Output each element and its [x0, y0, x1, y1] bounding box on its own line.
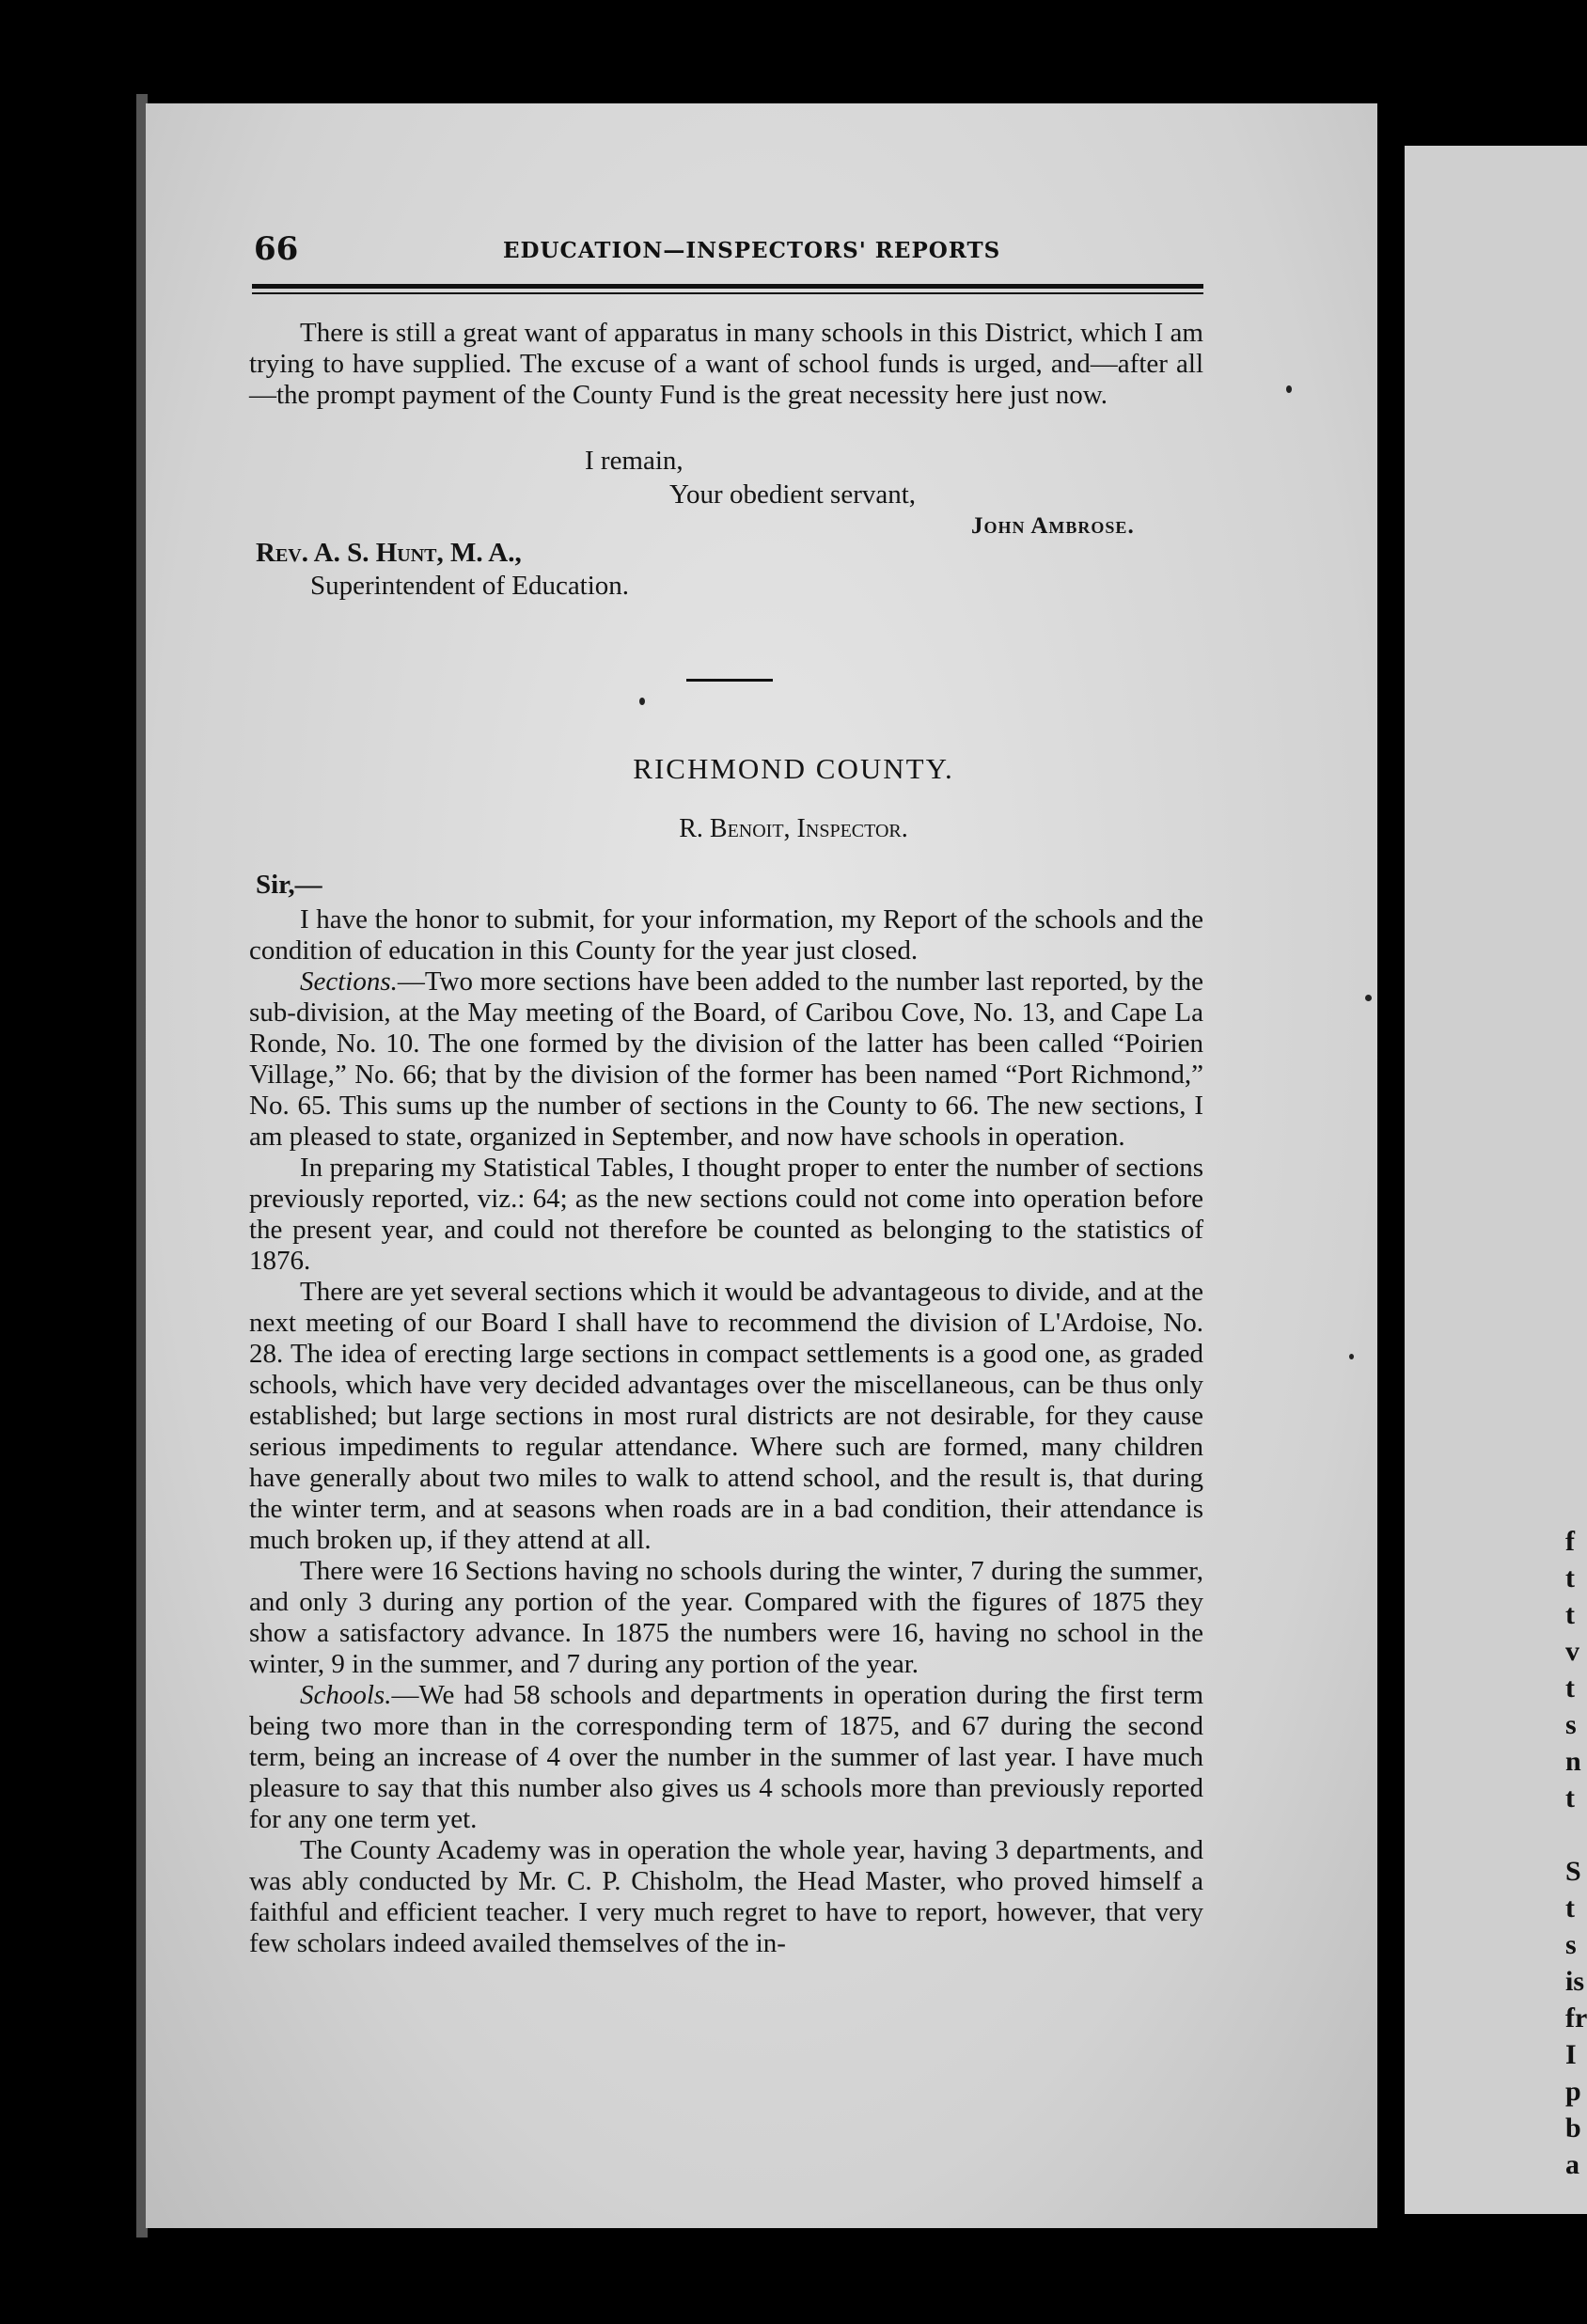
- report-paragraph: [249, 904, 1203, 966]
- adjacent-page-strip: [1391, 146, 1587, 2214]
- fragment-letter: n: [1565, 1746, 1581, 1777]
- fragment-letter: S: [1565, 1856, 1581, 1887]
- header-rule: [252, 284, 1203, 289]
- report-paragraph: [249, 966, 1203, 1153]
- paragraph-text: There were 16 Sections having no schools during the winter, 7 during the summer, and only 3 during any portion of the year. Compared with the figures of 1875 they show a satisfactory advance. In 1875 the numbers were 16, having no school in the winter, 9 in the summer, and 7 during any portion of the year.: [249, 1556, 1203, 1679]
- closing-remain: I remain,: [585, 446, 684, 476]
- fragment-letter: b: [1565, 2112, 1581, 2143]
- report-paragraph: [249, 1835, 1203, 1959]
- paragraph-lead: Sections.: [300, 966, 398, 997]
- addressee-title: Superintendent of Education.: [310, 571, 630, 601]
- report-paragraph: [249, 1153, 1203, 1277]
- fragment-letter: s: [1565, 1929, 1577, 1960]
- fragment-letter: [1565, 1816, 1584, 1853]
- letter-closing-paragraph: [249, 318, 1203, 411]
- fragment-letter: f: [1565, 1526, 1575, 1557]
- fragment-letter: p: [1565, 2076, 1581, 2107]
- report-paragraph: [249, 1556, 1203, 1680]
- paragraph: There is still a great want of apparatus in many schools in this District, which I am trying to have supplied. The excuse of a want of school funds is urged, and—after all—the prompt payment of the County Fund is the great necessity here just now.: [249, 318, 1203, 410]
- paragraph-lead: Schools.: [300, 1680, 392, 1710]
- fragment-letter: t: [1565, 1892, 1575, 1924]
- page-header: [254, 230, 1203, 277]
- fragment-letter: v: [1565, 1636, 1579, 1667]
- paragraph-text: There are yet several sections which it would be advantageous to divide, and at the next meeting of our Board I shall have to recommend the division of L'Ardoise, No. 28. The idea of erecting large sections in compact settlements is a good one, as graded schools, which have very decided advantages over the miscellaneous, can be thus only established; but large sections in most rural districts are not desirable, for they cause serious impediments to regular attendance. Where such are formed, many children have generally about two miles to walk to attend school, and the result is, that during the winter term, and at seasons when roads are in a bad condition, their attendance is much broken up, if they attend at all.: [249, 1277, 1203, 1555]
- scan-speck: [1349, 1354, 1354, 1359]
- signer-name: John Ambrose.: [971, 513, 1135, 539]
- fragment-letter: is: [1565, 1966, 1585, 1997]
- fragment-letter: s: [1565, 1709, 1577, 1740]
- paragraph-text: The County Academy was in operation the whole year, having 3 departments, and was ably conducted by Mr. C. P. Chisholm, the Head Master, who proved himself a faithful and efficient teacher. I very much regret to have to report, however, that very few scholars indeed availed themselves of the in-: [249, 1835, 1203, 1958]
- header-rule-thin: [252, 292, 1203, 294]
- fragment-letter: t: [1565, 1782, 1575, 1814]
- paragraph-text: I have the honor to submit, for your information, my Report of the schools and the condition of education in this County for the year just closed.: [249, 904, 1203, 966]
- addressee-name: Rev. A. S. Hunt, M. A.,: [256, 538, 522, 568]
- scan-speck: [1286, 385, 1292, 393]
- report-body: [249, 904, 1203, 1959]
- fragment-letter: a: [1565, 2149, 1579, 2180]
- fragment-letter: t: [1565, 1562, 1575, 1594]
- running-head: EDUCATION—INSPECTORS' REPORTS: [503, 238, 1001, 263]
- closing-servant: Your obedient servant,: [669, 479, 917, 510]
- fragment-letter: t: [1565, 1599, 1575, 1630]
- section-title: RICHMOND COUNTY.: [633, 752, 954, 785]
- adjacent-page-fragment: [1565, 1523, 1587, 2183]
- report-paragraph: [249, 1277, 1203, 1556]
- inspector-line: R. Benoit, Inspector.: [679, 814, 908, 843]
- paragraph-text: —Two more sections have been added to the number last reported, by the sub-division, at the May meeting of the Board, of Caribou Cove, No. 13, and Cape La Ronde, No. 10. The one formed by the division of the latter has been called “Poirien Village,” No. 66; that by the division of the former has been named “Port Richmond,” No. 65. This sums up the number of sections in the County to 66. The new sections, I am pleased to state, organized in September, and now have schools in operation.: [249, 966, 1203, 1152]
- fragment-letter: fr: [1565, 2002, 1587, 2034]
- scan-speck: [1365, 995, 1372, 1001]
- report-paragraph: [249, 1680, 1203, 1835]
- page-number: 66: [254, 230, 299, 268]
- paragraph-text: —We had 58 schools and departments in operation during the first term being two more than in the corresponding term of 1875, and 67 during the second term, being an increase of 4 over the number in the summer of last year. I have much pleasure to say that this number also gives us 4 schools more than previously reported for any one term yet.: [249, 1680, 1203, 1834]
- section-divider: [686, 679, 773, 682]
- scan-speck: [639, 698, 645, 705]
- fragment-letter: I: [1565, 2039, 1577, 2070]
- paragraph-text: In preparing my Statistical Tables, I thought proper to enter the number of sections previously reported, viz.: 64; as the new sections could not come into operation before the present year, and could not therefore be counted as belonging to the statistics of 1876.: [249, 1153, 1203, 1276]
- fragment-letter: t: [1565, 1672, 1575, 1704]
- salutation: Sir,—: [256, 870, 322, 900]
